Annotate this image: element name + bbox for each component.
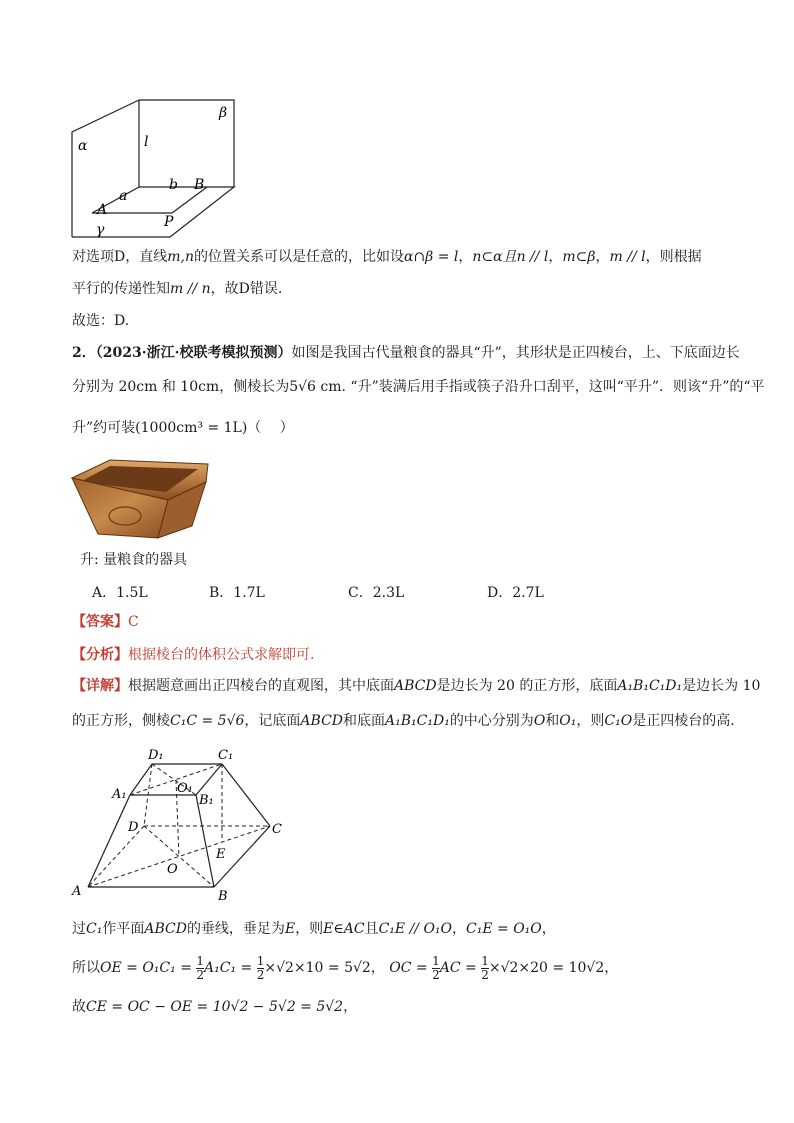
label-alpha: α xyxy=(78,138,88,154)
option-d-line-1: 对选项D，直线m,n的位置关系可以是任意的，比如设α∩β = l，n⊂α且n // l，m⊂β，m // l，则根据 xyxy=(72,249,702,265)
label-D1: D₁ xyxy=(148,748,164,763)
sheng-vessel-image xyxy=(70,456,210,542)
planes-figure xyxy=(62,92,252,242)
label-B: B xyxy=(194,177,205,193)
label-beta: β xyxy=(219,105,228,121)
label-A: A xyxy=(97,202,108,218)
label-D: D xyxy=(128,820,139,835)
option-c[interactable]: C．2.3L xyxy=(348,585,405,601)
label-B1: B₁ xyxy=(199,793,214,808)
label-C: C xyxy=(272,822,282,837)
label-O1: O₁ xyxy=(177,781,193,796)
label-b: b xyxy=(169,177,178,193)
question-2-line-1: 2．（2023·浙江·校联考模拟预测）如图是我国古代量粮食的器具“升”，其形状是正四棱台，上、下底面边长 xyxy=(72,345,740,361)
option-d[interactable]: D．2.7L xyxy=(487,585,544,601)
answer-line: 【答案】C xyxy=(72,614,139,630)
analysis-line: 【分析】根据棱台的体积公式求解即可. xyxy=(72,647,315,663)
question-2-line-2: 分别为 20cm 和 10cm，侧棱长为5√6 cm. “升”装满后用手指或筷子沿升口刮平，这叫“平升”．则该“升”的“平 xyxy=(72,379,765,395)
detail-line-1: 【详解】根据题意画出正四棱台的直观图，其中底面ABCD是边长为 20 的正方形，底面A₁B₁C₁D₁是边长为 10 xyxy=(72,678,761,694)
vessel-caption: 升: 量粮食的器具 xyxy=(80,552,188,568)
option-b[interactable]: B．1.7L xyxy=(209,585,265,601)
label-a: a xyxy=(119,188,128,204)
step-line-1: 过C₁作平面ABCD的垂线，垂足为E，则E∈AC且C₁E // O₁O，C₁E = O₁O， xyxy=(72,921,556,937)
frustum-figure xyxy=(66,742,296,902)
label-l: l xyxy=(144,134,149,150)
label-A: A xyxy=(72,884,82,899)
label-A1: A₁ xyxy=(112,787,127,802)
label-P: P xyxy=(164,214,174,230)
label-gamma: γ xyxy=(96,222,105,238)
step-line-3: 故CE = OC − OE = 10√2 − 5√2 = 5√2， xyxy=(72,999,358,1015)
label-C1: C₁ xyxy=(218,748,234,763)
label-B: B xyxy=(218,889,228,902)
option-d-line-2: 平行的传递性知m // n，故D错误. xyxy=(72,281,283,297)
step-line-2: 所以OE = O₁C₁ = $\frac{1}{2}$ A₁C₁ = $\frac{1}{2}$ ×√2×10 = 5√2， OC = $\frac{1}{2}$ AC = $\frac{1}{2}$ ×√2×20 = 10√2， xyxy=(72,953,619,982)
label-E: E xyxy=(216,847,226,862)
question-2-line-3: 升”约可装(1000cm³ = 1L)（ ） xyxy=(72,420,294,436)
prev-answer: 故选：D. xyxy=(72,313,130,329)
detail-line-2: 的正方形，侧棱C₁C = 5√6，记底面ABCD和底面A₁B₁C₁D₁的中心分别为O和O₁，则C₁O是正四棱台的高. xyxy=(72,713,735,729)
option-a[interactable]: A．1.5L xyxy=(92,585,148,601)
label-O: O xyxy=(167,862,178,877)
